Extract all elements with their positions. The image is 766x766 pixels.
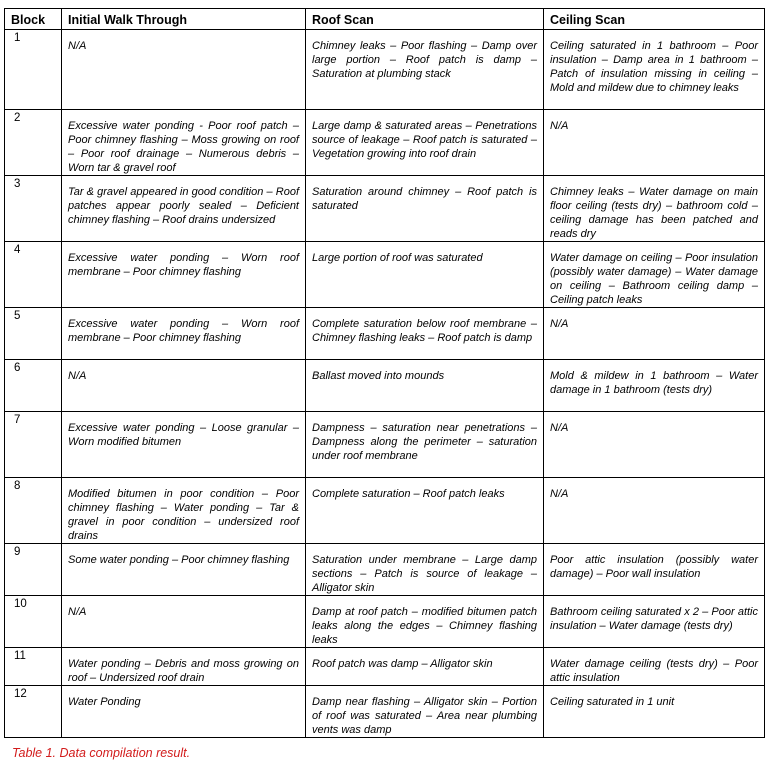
block-number: 12 <box>5 686 62 738</box>
block-number: 9 <box>5 544 62 596</box>
walk-through-cell: Tar & gravel appeared in good condition – Roof patches appear poorly sealed – Deficient chimney flashing – Roof drains undersized <box>62 176 306 242</box>
roof-scan-cell: Damp near flashing – Alligator skin – Portion of roof was saturated – Area near plumbing vents was damp <box>306 686 544 738</box>
data-compilation-table <box>4 8 765 738</box>
header-block: Block <box>5 9 62 30</box>
walk-through-cell: N/A <box>62 30 306 110</box>
table-header-row <box>5 9 765 30</box>
ceiling-scan-cell: Chimney leaks – Water damage on main floor ceiling (tests dry) – bathroom cold – ceiling damage has been patched and reads dry <box>544 176 765 242</box>
block-number: 7 <box>5 412 62 478</box>
table-row <box>5 242 765 308</box>
ceiling-scan-cell: Ceiling saturated in 1 unit <box>544 686 765 738</box>
table-row <box>5 478 765 544</box>
roof-scan-cell: Complete saturation – Roof patch leaks <box>306 478 544 544</box>
header-ceiling-scan: Ceiling Scan <box>544 9 765 30</box>
table-row <box>5 176 765 242</box>
block-number: 6 <box>5 360 62 412</box>
roof-scan-cell: Ballast moved into mounds <box>306 360 544 412</box>
ceiling-scan-cell: Mold & mildew in 1 bathroom – Water damage in 1 bathroom (tests dry) <box>544 360 765 412</box>
table-row <box>5 686 765 738</box>
header-initial-walk-through: Initial Walk Through <box>62 9 306 30</box>
ceiling-scan-cell: N/A <box>544 308 765 360</box>
roof-scan-cell: Saturation around chimney – Roof patch is saturated <box>306 176 544 242</box>
table-row <box>5 412 765 478</box>
block-number: 3 <box>5 176 62 242</box>
walk-through-cell: Excessive water ponding – Loose granular – Worn modified bitumen <box>62 412 306 478</box>
ceiling-scan-cell: N/A <box>544 110 765 176</box>
walk-through-cell: Water Ponding <box>62 686 306 738</box>
table-row <box>5 30 765 110</box>
block-number: 5 <box>5 308 62 360</box>
roof-scan-cell: Damp at roof patch – modified bitumen patch leaks along the edges – Chimney flashing leaks <box>306 596 544 648</box>
block-number: 4 <box>5 242 62 308</box>
ceiling-scan-cell: Poor attic insulation (possibly water damage) – Poor wall insulation <box>544 544 765 596</box>
roof-scan-cell: Roof patch was damp – Alligator skin <box>306 648 544 686</box>
table-row <box>5 544 765 596</box>
walk-through-cell: Excessive water ponding – Worn roof membrane – Poor chimney flashing <box>62 242 306 308</box>
table-row <box>5 596 765 648</box>
block-number: 8 <box>5 478 62 544</box>
walk-through-cell: Water ponding – Debris and moss growing on roof – Undersized roof drain <box>62 648 306 686</box>
ceiling-scan-cell: Ceiling saturated in 1 bathroom – Poor insulation – Damp area in 1 bathroom – Patch of insulation missing in ceiling – Mold and mildew due to chimney leaks <box>544 30 765 110</box>
roof-scan-cell: Dampness – saturation near penetrations – Dampness along the perimeter – saturation under roof membrane <box>306 412 544 478</box>
ceiling-scan-cell: Bathroom ceiling saturated x 2 – Poor attic insulation – Water damage (tests dry) <box>544 596 765 648</box>
roof-scan-cell: Large portion of roof was saturated <box>306 242 544 308</box>
table-caption: Table 1. Data compilation result. <box>12 746 191 760</box>
document-page <box>4 8 764 738</box>
block-number: 2 <box>5 110 62 176</box>
walk-through-cell: N/A <box>62 360 306 412</box>
roof-scan-cell: Complete saturation below roof membrane – Chimney flashing leaks – Roof patch is damp <box>306 308 544 360</box>
ceiling-scan-cell: N/A <box>544 412 765 478</box>
block-number: 1 <box>5 30 62 110</box>
header-roof-scan: Roof Scan <box>306 9 544 30</box>
block-number: 10 <box>5 596 62 648</box>
roof-scan-cell: Saturation under membrane – Large damp sections – Patch is source of leakage – Alligator skin <box>306 544 544 596</box>
table-row <box>5 360 765 412</box>
ceiling-scan-cell: N/A <box>544 478 765 544</box>
table-row <box>5 308 765 360</box>
ceiling-scan-cell: Water damage on ceiling – Poor insulation (possibly water damage) – Water damage on ceiling – Bathroom ceiling damp – Ceiling patch leaks <box>544 242 765 308</box>
block-number: 11 <box>5 648 62 686</box>
roof-scan-cell: Large damp & saturated areas – Penetrations source of leakage – Roof patch is saturated – Vegetation growing into roof drain <box>306 110 544 176</box>
walk-through-cell: Modified bitumen in poor condition – Poor chimney flashing – Water ponding – Tar & gravel in poor condition – undersized roof drains <box>62 478 306 544</box>
table-row <box>5 648 765 686</box>
walk-through-cell: Excessive water ponding – Worn roof membrane – Poor chimney flashing <box>62 308 306 360</box>
table-row <box>5 110 765 176</box>
walk-through-cell: Some water ponding – Poor chimney flashing <box>62 544 306 596</box>
roof-scan-cell: Chimney leaks – Poor flashing – Damp over large portion – Roof patch is damp – Saturation at plumbing stack <box>306 30 544 110</box>
walk-through-cell: N/A <box>62 596 306 648</box>
walk-through-cell: Excessive water ponding - Poor roof patch – Poor chimney flashing – Moss growing on roof – Poor roof drainage – Numerous debris – Worn tar & gravel roof <box>62 110 306 176</box>
ceiling-scan-cell: Water damage ceiling (tests dry) – Poor attic insulation <box>544 648 765 686</box>
